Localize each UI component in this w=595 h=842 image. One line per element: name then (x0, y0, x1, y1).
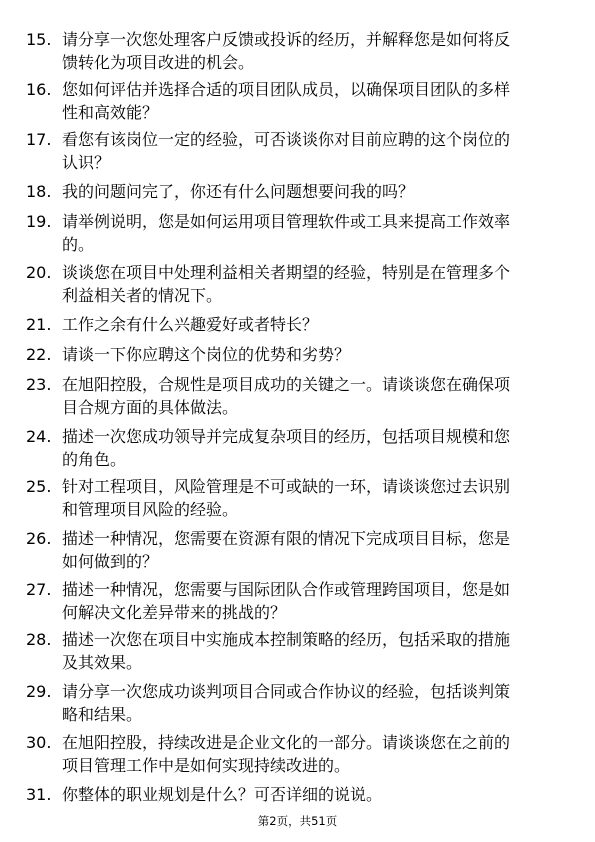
question-text (62, 783, 557, 806)
question-text (62, 78, 557, 124)
question-number: 19. (26, 212, 52, 231)
question-text-line: 请举例说明，您是如何运用项目管理软件或工具来提高工作效率 (62, 212, 511, 231)
question-text (62, 343, 557, 366)
question-text (62, 527, 557, 573)
question-text-line: 描述一次您成功领导并完成复杂项目的经历，包括项目规模和您 (62, 427, 511, 446)
question-text-line: 的。 (62, 235, 95, 254)
question-text-line: 描述一次您在项目中实施成本控制策略的经历，包括采取的措施 (62, 630, 511, 649)
question-text-line: 请分享一次您处理客户反馈或投诉的经历，并解释您是如何将反 (62, 30, 511, 49)
question-text-line: 描述一种情况，您需要在资源有限的情况下完成项目目标，您是 (62, 529, 511, 548)
question-text-line: 请谈一下你应聘这个岗位的优势和劣势？ (62, 345, 351, 364)
question-text (62, 578, 557, 624)
question-number: 16. (26, 80, 52, 99)
question-text-line: 描述一种情况，您需要与国际团队合作或管理跨国项目，您是如 (62, 580, 511, 599)
question-number: 17. (26, 130, 52, 149)
page-footer: 第2页，共51页 (257, 814, 338, 828)
question-text (62, 731, 557, 777)
question-text-line: 谈谈您在项目中处理利益相关者期望的经验，特别是在管理多个 (62, 263, 511, 282)
question-text-line: 我的问题问完了，你还有什么问题想要问我的吗？ (62, 182, 415, 201)
question-text-line: 请分享一次您成功谈判项目合同或合作协议的经验，包括谈判策 (62, 682, 511, 701)
question-text-line: 性和高效能？ (62, 103, 159, 122)
question-text-line: 和管理项目风险的经验。 (62, 500, 239, 519)
question-text (62, 313, 557, 336)
question-text-line: 及其效果。 (62, 653, 143, 672)
question-number: 29. (26, 682, 52, 701)
question-number: 24. (26, 427, 52, 446)
question-text-line: 工作之余有什么兴趣爱好或者特长？ (62, 315, 319, 334)
question-text-line: 您如何评估并选择合适的项目团队成员，以确保项目团队的多样 (62, 80, 511, 99)
question-text-line: 馈转化为项目改进的机会。 (62, 53, 255, 72)
question-text (62, 628, 557, 674)
question-number: 20. (26, 263, 52, 282)
question-text-line: 的角色。 (62, 450, 127, 469)
question-text (62, 128, 557, 174)
question-number: 22. (26, 345, 52, 364)
question-text (62, 261, 557, 307)
question-text-line: 利益相关者的情况下。 (62, 286, 223, 305)
question-number: 27. (26, 580, 52, 599)
question-text-line: 针对工程项目，风险管理是不可或缺的一环，请谈谈您过去识别 (62, 477, 511, 496)
question-text-line: 何解决文化差异带来的挑战的？ (62, 603, 287, 622)
question-number: 30. (26, 733, 52, 752)
question-text (62, 210, 557, 256)
question-text-line: 在旭阳控股，持续改进是企业文化的一部分。请谈谈您在之前的 (62, 733, 511, 752)
question-number: 23. (26, 375, 52, 394)
question-text-line: 略和结果。 (62, 705, 143, 724)
question-number: 18. (26, 182, 52, 201)
question-number: 21. (26, 315, 52, 334)
question-text (62, 373, 557, 419)
question-number: 26. (26, 529, 52, 548)
question-text-line: 在旭阳控股，合规性是项目成功的关键之一。请谈谈您在确保项 (62, 375, 511, 394)
question-text (62, 28, 557, 74)
question-text (62, 680, 557, 726)
question-text-line: 你整体的职业规划是什么？可否详细的说说。 (62, 785, 383, 804)
question-text-line: 看您有该岗位一定的经验，可否谈谈你对目前应聘的这个岗位的 (62, 130, 511, 149)
question-number: 31. (26, 785, 52, 804)
question-number: 28. (26, 630, 52, 649)
question-text-line: 项目管理工作中是如何实现持续改进的。 (62, 756, 351, 775)
question-text (62, 180, 557, 203)
question-text-line: 如何做到的？ (62, 552, 159, 571)
question-number: 25. (26, 477, 52, 496)
question-text-line: 目合规方面的具体做法。 (62, 398, 239, 417)
question-text (62, 475, 557, 521)
question-number: 15. (26, 30, 52, 49)
question-text-line: 认识？ (62, 153, 111, 172)
question-text (62, 425, 557, 471)
